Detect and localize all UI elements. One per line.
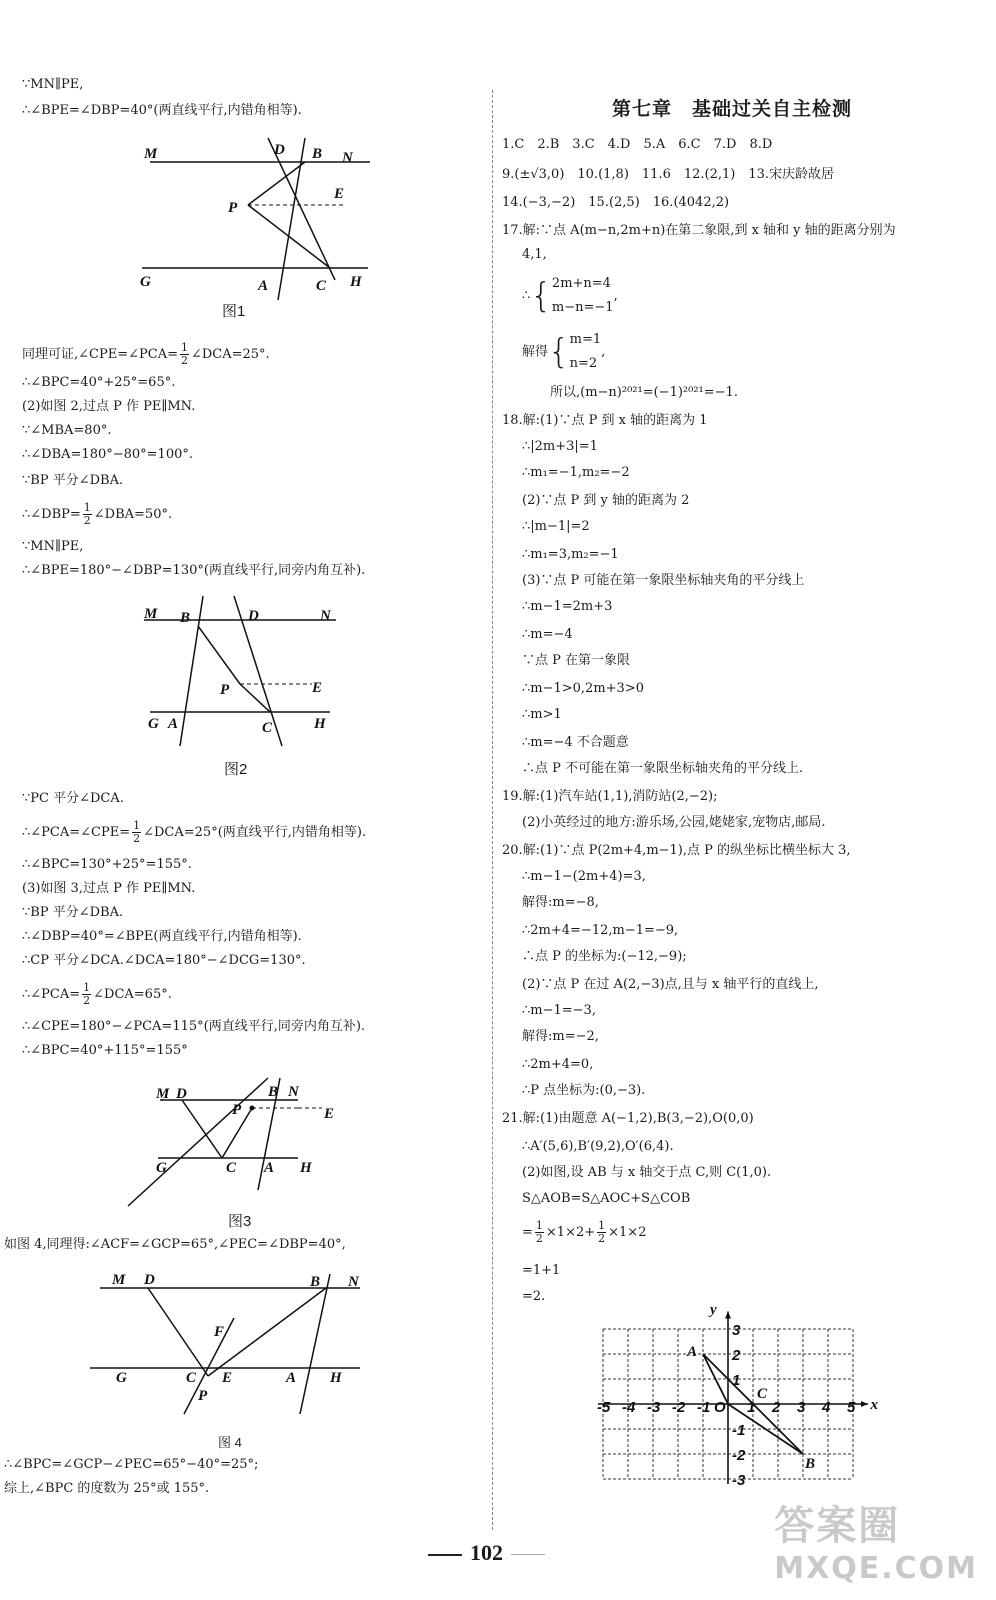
x-tick-label: -5 xyxy=(597,1399,611,1416)
brace-icon: { xyxy=(548,332,570,372)
text-line: ∴∠BPE=∠DBP=40°(两直线平行,内错角相等). xyxy=(22,103,302,118)
label-B: B xyxy=(180,610,191,626)
figure-2-caption: 图2 xyxy=(224,761,248,778)
point-C-label: C xyxy=(757,1386,768,1402)
text-line: ∴m₁=3,m₂=−1 xyxy=(522,547,619,562)
text-line: ∴∠BPC=40°+115°=155° xyxy=(22,1043,188,1058)
text-segment: ∠DBA=50°. xyxy=(93,507,173,522)
label-B: B xyxy=(268,1084,279,1100)
page-number-dash xyxy=(511,1554,545,1555)
watermark-url: MXQE.COM xyxy=(774,1551,978,1586)
text-line: (2)如图,设 AB 与 x 轴交于点 C,则 C(1,0). xyxy=(522,1165,772,1180)
x-tick-label: 2 xyxy=(772,1399,781,1416)
label-N: N xyxy=(348,1274,359,1290)
label-H: H xyxy=(350,274,362,290)
label-A: A xyxy=(264,1160,275,1176)
text-line: ∴m=−4 不合题意 xyxy=(522,735,629,750)
fraction-denominator: 2 xyxy=(535,1232,543,1245)
text-segment: , xyxy=(601,344,606,360)
text-line: ∴|m−1|=2 xyxy=(522,519,590,534)
text-line: 18.解:(1)∵点 P 到 x 轴的距离为 1 xyxy=(502,413,708,428)
fraction-numerator: 1 xyxy=(83,501,91,514)
equation-row: 2m+n=4 xyxy=(551,276,611,291)
text-line: ∴CP 平分∠DCA.∠DCA=180°−∠DCG=130°. xyxy=(22,953,306,968)
fraction-denominator: 2 xyxy=(598,1232,606,1245)
fraction xyxy=(83,502,92,527)
label-A: A xyxy=(286,1370,297,1386)
figure-4-caption: 图 4 xyxy=(218,1435,242,1450)
x-tick-label: -3 xyxy=(647,1399,661,1416)
label-H: H xyxy=(330,1370,342,1386)
text-line: 4,1, xyxy=(522,247,547,262)
text-segment: = xyxy=(522,1225,533,1240)
figure-3-caption: 图3 xyxy=(228,1213,252,1230)
figure-1 xyxy=(130,130,390,309)
label-F: F xyxy=(214,1324,225,1340)
fraction-denominator: 2 xyxy=(83,994,91,1007)
text-line: S△AOB=S△AOC+S△COB xyxy=(522,1191,691,1206)
text-line: (2)∵点 P 在过 A(2,−3)点,且与 x 轴平行的直线上, xyxy=(522,977,819,992)
text-line xyxy=(22,982,172,1007)
page-number-dash xyxy=(428,1554,462,1556)
text-line: ∴2m+4=−12,m−1=−9, xyxy=(522,923,679,938)
text-line: ∴m>1 xyxy=(522,707,562,722)
text-line xyxy=(522,1220,646,1245)
watermark-logo xyxy=(774,1494,978,1586)
fraction xyxy=(82,982,91,1007)
fraction-numerator: 1 xyxy=(598,1219,606,1232)
label-H: H xyxy=(314,716,326,732)
label-N: N xyxy=(320,608,331,624)
page-number-text: 102 xyxy=(470,1540,503,1565)
text-segment: ∠DCA=25°. xyxy=(190,347,270,362)
label-E: E xyxy=(324,1106,335,1122)
text-line: ∴点 P 不可能在第一象限坐标轴夹角的平分线上. xyxy=(522,761,804,776)
y-tick-label: 2 xyxy=(732,1347,741,1364)
page-number xyxy=(420,1540,553,1566)
text-line: 解得:m=−8, xyxy=(522,895,599,910)
equation-system xyxy=(522,272,618,320)
text-line: 解得:m=−2, xyxy=(522,1029,599,1044)
label-B: B xyxy=(312,146,323,162)
brace-system xyxy=(548,328,601,376)
watermark-text: 答案圈 xyxy=(774,1503,901,1549)
figure-2 xyxy=(140,596,350,755)
text-line: ∴P 点坐标为:(0,−3). xyxy=(522,1083,646,1098)
y-tick-label: -3 xyxy=(732,1472,746,1489)
text-line: 20.解:(1)∵点 P(2m+4,m−1),点 P 的纵坐标比横坐标大 3, xyxy=(502,843,851,858)
brace-icon: { xyxy=(530,276,552,316)
label-M: M xyxy=(156,1086,170,1102)
text-line: (3)∵点 P 可能在第一象限坐标轴夹角的平分线上 xyxy=(522,573,805,588)
x-tick-label: 1 xyxy=(747,1399,756,1416)
x-tick-label: 5 xyxy=(847,1399,856,1416)
text-segment: 同理可证,∠CPE=∠PCA= xyxy=(22,347,178,362)
label-C: C xyxy=(262,720,273,736)
text-line: ∴点 P 的坐标为:(−12,−9); xyxy=(522,949,687,964)
label-G: G xyxy=(156,1160,167,1176)
label-H: H xyxy=(300,1160,312,1176)
text-line: ∴|2m+3|=1 xyxy=(522,439,598,454)
equation-row: n=2 xyxy=(569,356,598,371)
text-line: ∵点 P 在第一象限 xyxy=(522,653,631,668)
text-line: 综上,∠BPC 的度数为 25°或 155°. xyxy=(4,1481,210,1496)
equation-row: m=1 xyxy=(569,332,602,347)
text-line: 14.(−3,−2) 15.(2,5) 16.(4042,2) xyxy=(502,195,730,210)
figure-4 xyxy=(86,1264,376,1428)
label-G: G xyxy=(140,274,151,290)
text-line: ∵BP 平分∠DBA. xyxy=(22,905,124,920)
figure-3 xyxy=(118,1072,368,1216)
text-line: ∴m=−4 xyxy=(522,627,573,642)
y-tick-label: -1 xyxy=(732,1422,746,1439)
text-line: ∵∠MBA=80°. xyxy=(22,423,112,438)
fraction xyxy=(132,820,141,845)
text-line: =2. xyxy=(522,1289,546,1304)
text-line: ∴m₁=−1,m₂=−2 xyxy=(522,465,630,480)
text-line: ∴∠BPC=130°+25°=155°. xyxy=(22,857,192,872)
label-C: C xyxy=(316,278,327,294)
text-line: ∴∠DBP=40°=∠BPE(两直线平行,内错角相等). xyxy=(22,929,302,944)
text-line: ∵MN∥PE, xyxy=(22,77,84,92)
text-line: ∴∠BPE=180°−∠DBP=130°(两直线平行,同旁内角互补). xyxy=(22,563,366,578)
label-N: N xyxy=(288,1084,299,1100)
text-line: 如图 4,同理得:∠ACF=∠GCP=65°,∠PEC=∠DBP=40°, xyxy=(4,1237,346,1252)
label-A: A xyxy=(168,716,179,732)
label-M: M xyxy=(144,146,158,162)
label-P: P xyxy=(232,1102,242,1118)
point-B-label: B xyxy=(805,1456,816,1472)
text-line: (2)小英经过的地方:游乐场,公园,姥姥家,宠物店,邮局. xyxy=(522,815,826,830)
fraction-numerator: 1 xyxy=(83,981,91,994)
text-line: ∵BP 平分∠DBA. xyxy=(22,473,124,488)
text-line: ∴∠CPE=180°−∠PCA=115°(两直线平行,同旁内角互补). xyxy=(22,1019,366,1034)
y-tick-label: 3 xyxy=(732,1322,741,1339)
text-line: 所以,(m−n)²⁰²¹=(−1)²⁰²¹=−1. xyxy=(550,385,738,400)
label-M: M xyxy=(112,1272,126,1288)
text-line: ∵MN∥PE, xyxy=(22,539,84,554)
text-segment: , xyxy=(613,288,618,304)
x-axis-label: x xyxy=(870,1397,878,1413)
text-line: 19.解:(1)汽车站(1,1),消防站(2,−2); xyxy=(502,789,718,804)
text-line: =1+1 xyxy=(522,1263,561,1278)
label-C: C xyxy=(186,1370,197,1386)
figure-1-caption: 图1 xyxy=(222,303,246,320)
x-tick-label: -1 xyxy=(697,1399,711,1416)
label-B: B xyxy=(310,1274,321,1290)
label-N: N xyxy=(342,150,353,166)
text-line: ∵PC 平分∠DCA. xyxy=(22,791,124,806)
text-line: ∴m−1−(2m+4)=3, xyxy=(522,869,646,884)
fraction-numerator: 1 xyxy=(535,1219,543,1232)
fraction-numerator: 1 xyxy=(180,341,188,354)
fraction-denominator: 2 xyxy=(180,354,188,367)
equation-system xyxy=(522,328,605,376)
label-P: P xyxy=(198,1388,208,1404)
y-tick-label: 1 xyxy=(732,1372,741,1389)
x-tick-label: 3 xyxy=(797,1399,806,1416)
brace-system xyxy=(530,272,613,320)
text-line: 21.解:(1)由题意 A(−1,2),B(3,−2),O(0,0) xyxy=(502,1111,754,1126)
text-line xyxy=(22,820,366,845)
text-line: 1.C 2.B 3.C 4.D 5.A 6.C 7.D 8.D xyxy=(502,137,773,152)
text-segment: ∴∠DBP= xyxy=(22,507,81,522)
fraction xyxy=(180,342,189,367)
x-axis-arrow-icon xyxy=(861,1401,868,1407)
y-tick-label: -2 xyxy=(732,1447,746,1464)
text-line: ∴∠DBA=180°−80°=100°. xyxy=(22,447,194,462)
text-line: ∴∠BPC=40°+25°=65°. xyxy=(22,375,176,390)
x-tick-label: -4 xyxy=(622,1399,636,1416)
text-segment: ∠DCA=65°. xyxy=(93,987,172,1002)
point-A-label: A xyxy=(687,1344,698,1360)
label-D: D xyxy=(176,1086,187,1102)
equation-row: m−n=−1 xyxy=(551,300,614,315)
text-line: ∴m−1>0,2m+3>0 xyxy=(522,681,644,696)
x-tick-label: -2 xyxy=(672,1399,686,1416)
label-E: E xyxy=(222,1370,233,1386)
fraction xyxy=(597,1220,606,1245)
text-line: (3)如图 3,过点 P 作 PE∥MN. xyxy=(22,881,196,896)
y-axis-arrow-icon xyxy=(725,1312,731,1319)
x-tick-label: O xyxy=(714,1399,726,1416)
label-M: M xyxy=(144,606,158,622)
fraction xyxy=(535,1220,544,1245)
fraction-denominator: 2 xyxy=(83,514,91,527)
text-line xyxy=(22,342,270,367)
text-line xyxy=(22,502,172,527)
text-line: ∴A′(5,6),B′(9,2),O′(6,4). xyxy=(522,1139,674,1154)
text-line: ∴∠BPC=∠GCP−∠PEC=65°−40°=25°; xyxy=(4,1457,259,1472)
text-segment: ∴ xyxy=(522,288,531,304)
text-segment: ∴∠PCA= xyxy=(22,987,81,1002)
label-P: P xyxy=(228,200,238,216)
text-line: (2)如图 2,过点 P 作 PE∥MN. xyxy=(22,399,196,414)
label-C: C xyxy=(226,1160,237,1176)
text-segment: ×1×2+ xyxy=(545,1225,596,1240)
label-G: G xyxy=(116,1370,127,1386)
text-segment: ×1×2 xyxy=(608,1225,647,1240)
label-D: D xyxy=(274,142,285,158)
column-divider xyxy=(492,90,493,1530)
text-line: ∴m−1=2m+3 xyxy=(522,599,613,614)
chapter-title: 第七章 基础过关自主检测 xyxy=(612,98,853,120)
text-line: ∴2m+4=0, xyxy=(522,1057,594,1072)
label-A: A xyxy=(258,278,269,294)
fraction-denominator: 2 xyxy=(133,832,141,845)
label-D: D xyxy=(248,608,259,624)
text-line: 9.(±√3,0) 10.(1,8) 11.6 12.(2,1) 13.宋庆龄故居 xyxy=(502,167,835,182)
text-segment: 解得 xyxy=(522,344,549,360)
text-line: (2)∵点 P 到 y 轴的距离为 2 xyxy=(522,493,690,508)
text-segment: ∠DCA=25°(两直线平行,内错角相等). xyxy=(143,825,367,840)
text-segment: ∴∠PCA=∠CPE= xyxy=(22,825,131,840)
coordinate-grid xyxy=(590,1302,880,1520)
x-tick-label: 4 xyxy=(822,1399,831,1416)
label-D: D xyxy=(144,1272,155,1288)
fraction-numerator: 1 xyxy=(133,819,141,832)
text-line: 17.解:∵点 A(m−n,2m+n)在第二象限,到 x 轴和 y 轴的距离分别为 xyxy=(502,223,896,238)
label-E: E xyxy=(334,186,345,202)
label-G: G xyxy=(148,716,159,732)
label-E: E xyxy=(312,680,323,696)
text-line: ∴m−1=−3, xyxy=(522,1003,596,1018)
label-P: P xyxy=(220,682,230,698)
y-axis-label: y xyxy=(710,1302,717,1318)
